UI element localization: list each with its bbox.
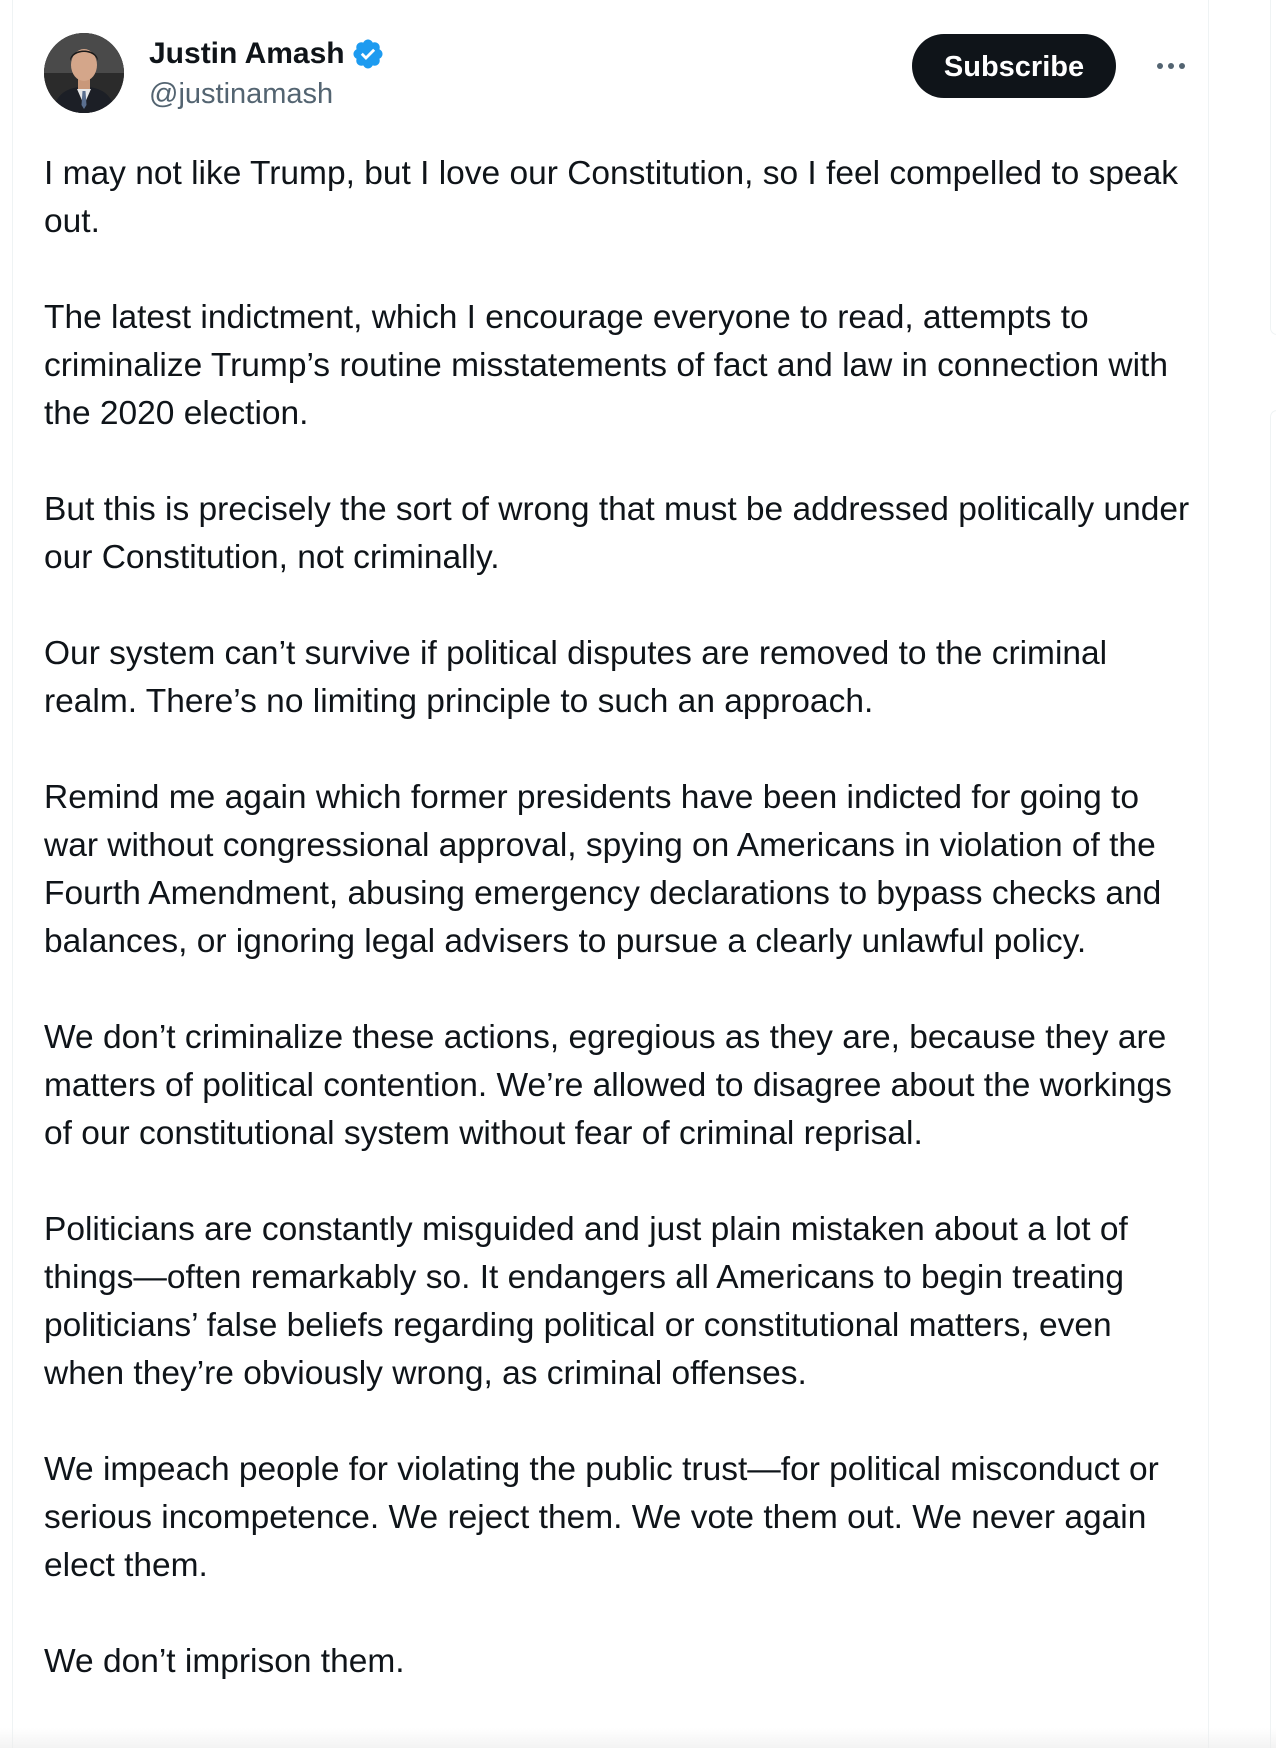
tweet-paragraph: Our system can’t survive if political disputes are removed to the criminal realm. There’s no limiting principle to such an approach. (44, 635, 1108, 720)
author-display-name[interactable]: Justin Amash (149, 37, 345, 70)
sidebar-card-edge (1270, 0, 1276, 335)
tweet-paragraph: We don’t imprison them. (44, 1643, 405, 1680)
bottom-fade (0, 1728, 1276, 1748)
avatar-image (44, 33, 124, 113)
tweet-text (44, 150, 1194, 1734)
verified-badge-icon[interactable] (351, 37, 385, 71)
avatar[interactable] (44, 33, 124, 113)
tweet-paragraph: Politicians are constantly misguided and just plain mistaken about a lot of things—often remarkably so. It endangers all Americans to begin treating politicians’ false beliefs regarding political or constitutional matters, even when they’re obviously wrong, as criminal offenses. (44, 1211, 1128, 1392)
author-name-row[interactable] (149, 34, 385, 74)
tweet-paragraph: I may not like Trump, but I love our Constitution, so I feel compelled to speak out. (44, 155, 1178, 240)
tweet-paragraph: We impeach people for violating the public trust—for political misconduct or serious incompetence. We reject them. We vote them out. We never again elect them. (44, 1451, 1159, 1584)
right-sidebar (1209, 0, 1276, 1748)
tweet-paragraph: The latest indictment, which I encourage everyone to read, attempts to criminalize Trump’s routine misstatements of fact and law in connection with the 2020 election. (44, 299, 1168, 432)
tweet-paragraph: We don’t criminalize these actions, egregious as they are, because they are matters of political contention. We’re allowed to disagree about the workings of our constitutional system without fear of criminal reprisal. (44, 1019, 1172, 1152)
tweet-paragraph: Remind me again which former presidents have been indicted for going to war without congressional approval, spying on Americans in violation of the Fourth Amendment, abusing emergency declarations to bypass checks and balances, or ignoring legal advisers to pursue a clearly unlawful policy. (44, 779, 1162, 960)
author-handle[interactable]: @justinamash (149, 78, 334, 110)
more-horizontal-icon (1155, 62, 1187, 70)
sidebar-card-edge (1270, 410, 1276, 1748)
subscribe-button[interactable]: Subscribe (912, 34, 1116, 98)
tweet-paragraph: But this is precisely the sort of wrong that must be addressed politically under our Constitution, not criminally. (44, 491, 1190, 576)
tweet (13, 0, 1208, 1748)
more-options-button[interactable] (1151, 48, 1191, 84)
